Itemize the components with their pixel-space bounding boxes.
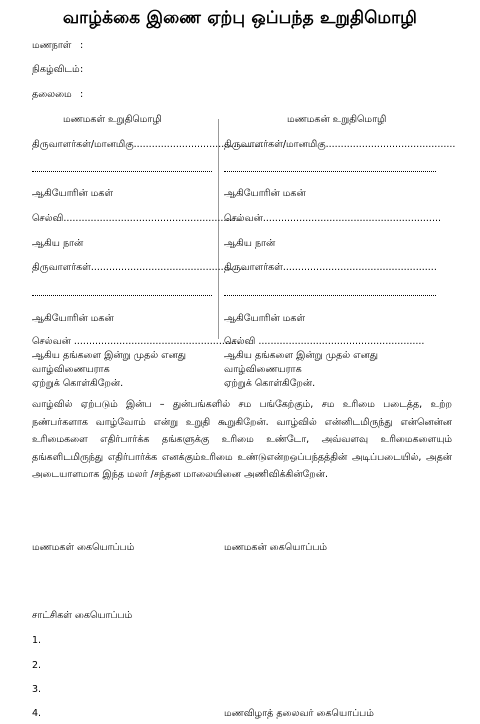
bride-vow-2: வாழ்விணையராக — [32, 364, 110, 375]
president-signature-label: மணவிழாத் தலைவர் கையொப்பம் — [224, 708, 374, 719]
bride-dotted-line — [32, 171, 212, 172]
groom-dotted-line — [224, 171, 436, 172]
bride-signature-label: மணமகள் கையொப்பம் — [32, 542, 135, 553]
groom-bride-parents-line: திருவாளர்கள்................................................... — [224, 262, 437, 273]
groom-daughter-of: ஆகியோரின் மகள் — [224, 313, 306, 324]
bride-groom-parents-line: திருவாளர்கள்................................................... — [32, 262, 245, 273]
groom-vow-3: ஏற்றுக் கொள்கிறேன். — [224, 378, 316, 389]
witness-number-3: 3. — [32, 684, 42, 695]
venue-label: நிகழ்விடம் — [32, 64, 80, 75]
bride-vow-3: ஏற்றுக் கொள்கிறேன். — [32, 378, 124, 389]
witness-number-2: 2. — [32, 660, 42, 671]
document-title: வாழ்க்கை இணை ஏற்பு ஒப்பந்த உறுதிமொழி — [62, 8, 418, 28]
column-divider — [218, 119, 219, 339]
groom-i-am: ஆகிய நான் — [224, 238, 276, 249]
bride-vow-1: ஆகிய தங்களை இன்று முதல் எனது — [32, 350, 187, 361]
groom-signature-label: மணமகன் கையொப்பம் — [224, 542, 328, 553]
groom-dotted-line-2 — [224, 295, 436, 296]
bride-dotted-line-2 — [32, 295, 212, 296]
groom-parents-line: திருவாளர்கள்/மானமிகு........................................... — [224, 139, 456, 150]
vow-paragraph: வாழ்வில் ஏற்படும் இன்ப – துன்பங்களில் சம பங்கேற்கும், சம உரிமை படைத்த, உற்ற நண்பர்களாக வாழ்வோம் என்று உறுதி கூறுகிறேன். வாழ்வில் என்னிடமிருந்து என்னென்ன உரிமைகளை எதிர்பார்க்க தங்களுக்கு உரிமை உண்டோ, அவ்வளவு உரிமைகளையும் தங்களிடமிருந்து எதிர்பார்க்க எனக்கும்உரிமை உண்டுஎன்றஒப்பந்தத்தின் அடிப்படையில், அதன் அடையாளமாக இந்த மலர் /சந்தன மாலையினை அணிவிக்கின்றேன். — [32, 399, 452, 480]
bride-son-of: ஆகியோரின் மகன் — [32, 313, 114, 324]
bride-name-line: செல்வி........................................................... — [32, 213, 242, 224]
venue-colon: : — [80, 64, 84, 75]
groom-vow-1: ஆகிய தங்களை இன்று முதல் எனது — [224, 350, 379, 361]
bride-parents-line: திருவாளர்கள்/மானமிகு........................................... — [32, 139, 264, 150]
date-label: மணநாள் — [32, 40, 72, 51]
bride-daughter-of: ஆகியோரின் மகள் — [32, 188, 114, 199]
chair-colon: : — [80, 89, 84, 100]
groom-vow-2: வாழ்விணையராக — [224, 364, 302, 375]
groom-name-line: செல்வன்........................................................... — [224, 213, 442, 224]
groom-heading: மணமகன் உறுதிமொழி — [287, 114, 387, 125]
witnesses-signature-label: சாட்சிகள் கையொப்பம் — [32, 610, 133, 621]
bride-i-am: ஆகிய நான் — [32, 238, 84, 249]
bride-groom-name-line: செல்வன் ....................................................... — [32, 336, 240, 347]
groom-bride-name-line: செல்வி ....................................................... — [224, 336, 425, 347]
bride-heading: மணமகள் உறுதிமொழி — [63, 114, 162, 125]
witness-number-4: 4. — [32, 708, 42, 719]
date-colon: : — [80, 40, 84, 51]
groom-son-of: ஆகியோரின் மகன் — [224, 188, 306, 199]
witness-number-1: 1. — [32, 635, 42, 646]
chair-label: தலைமை — [32, 89, 72, 100]
